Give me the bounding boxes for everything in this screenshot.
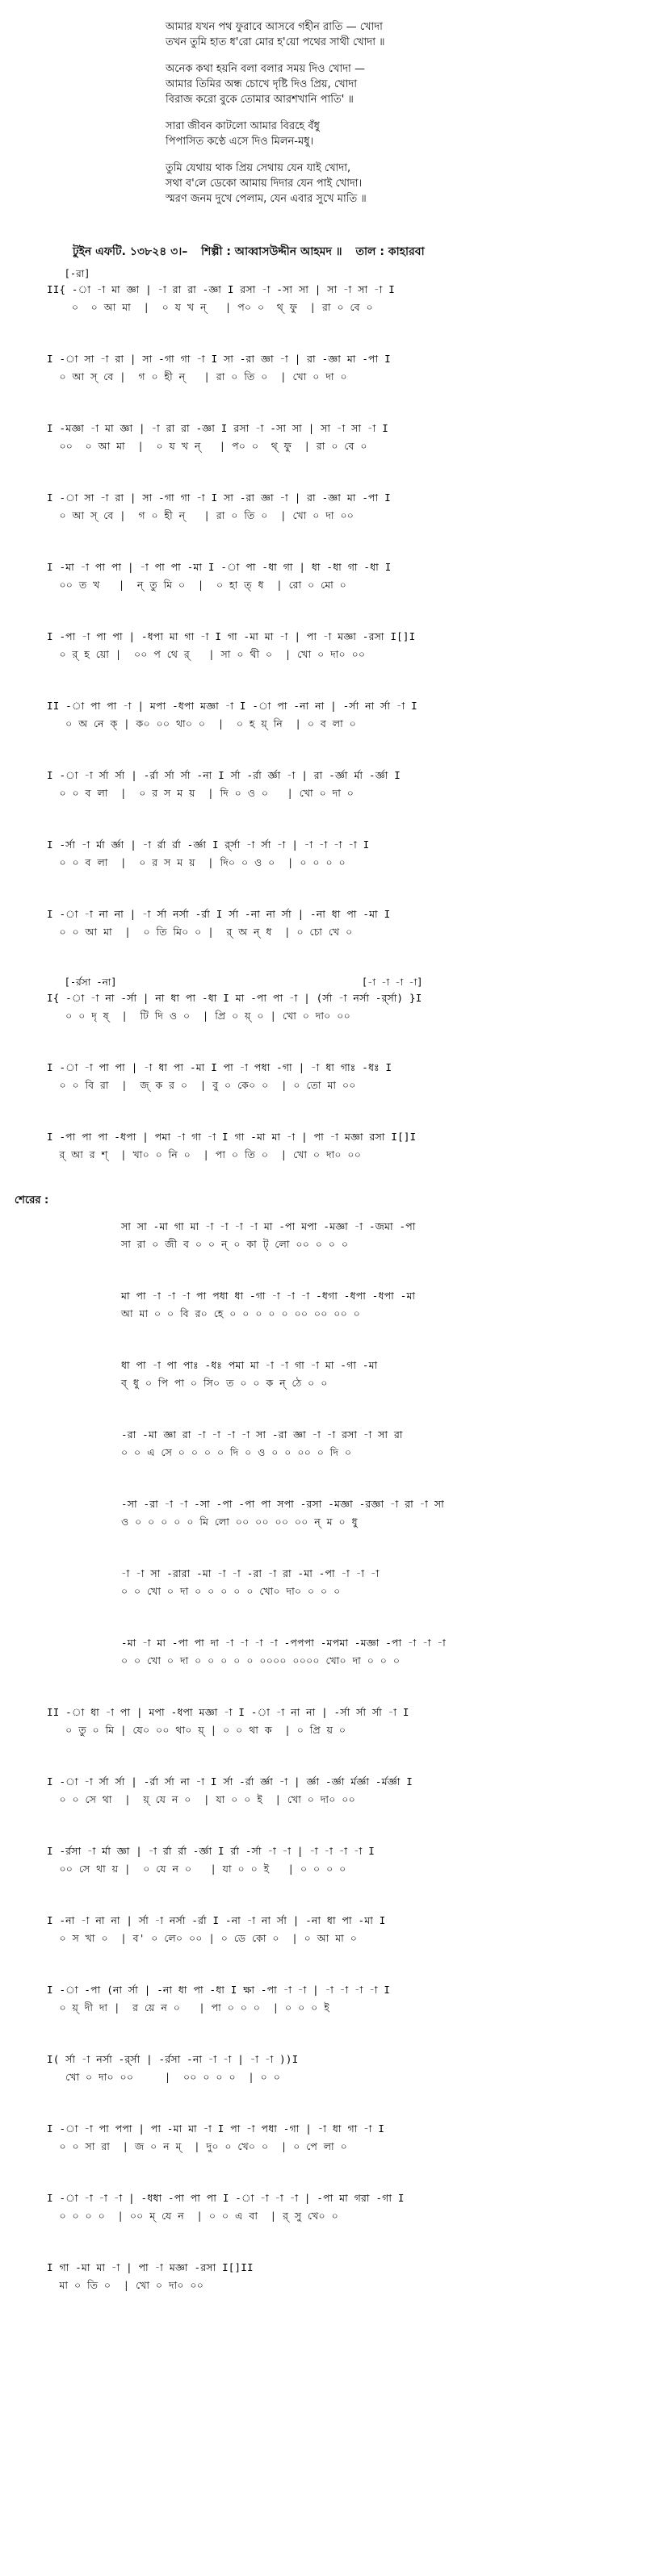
notation-row bbox=[47, 836, 612, 872]
notation-row bbox=[47, 1128, 612, 1164]
lyrics-stanza-3 bbox=[166, 119, 585, 149]
bani-line: ০ ০ আ মা | ০ য খ ন্ | প০ ০ থ্ ফু | রা ০ বে ০ bbox=[47, 301, 373, 313]
bani-line: ব্ ধু ০ পি পা ০ সি০ ত ০ ০ ক ন্ ঠে ০ ০ bbox=[121, 1377, 328, 1389]
lyrics-stanza-1 bbox=[166, 19, 585, 50]
bani-line: ও ০ ০ ০ ০ ০ মি লো ০০ ০০ ০০ ০০ ন্ ম ০ ধু bbox=[121, 1516, 358, 1528]
bani-line: ০ য়্ দী দা | র য়ে ন ০ | পা ০ ০ ০ | ০ ০ ০ ই bbox=[47, 2001, 329, 2014]
notation-row bbox=[47, 1059, 612, 1094]
lyrics-line: পিপাসিত কণ্ঠে এসে দিও মিলন-মধু। bbox=[166, 136, 314, 148]
record-number: টুইন এফটি. ১৩৮২৪ ৩।– bbox=[73, 245, 188, 258]
bani-line: র্ আ র শ্ | খা০ ০ নি ০ | পা ০ তি ০ | খো ০ দা০ ০০ bbox=[47, 1148, 362, 1160]
notation-row bbox=[47, 1704, 612, 1739]
bani-line: ০০ ত খ | ন্ তু মি ০ | ০ হা ত্ ধ | রো ০ মো ০ bbox=[47, 579, 347, 591]
lyrics-stanza-2 bbox=[166, 61, 585, 107]
bani-line: ০ ০ খো ০ দা ০ ০ ০ ০ ০ খো০ দা০ ০ ০ ০ bbox=[121, 1585, 341, 1597]
swara-line: মা পা -া -া -া পা পধা ধা -গা -া -া -া -ধগা -ধপা -ধপা -মা bbox=[121, 1290, 416, 1302]
lyrics-block bbox=[166, 19, 585, 218]
swara-line: I -না -া না না | র্সা -া নর্সা -র্রা I -না -া না র্সা | -না ধা পা -মা I bbox=[47, 1914, 386, 1926]
bani-line: ০ অ নে ক্ | ক০ ০০ থা০ ০ | ০ হ য়্ নি | ০ ব লা ০ bbox=[47, 717, 356, 730]
sheror-row bbox=[121, 1426, 646, 1462]
lyrics-line: বিরাজ করো বুকে তোমার আরশখানি পাতি' ॥ bbox=[166, 94, 354, 106]
bani-line: ০ তু ০ মি | যে০ ০০ থা০ য়্ | ০ ০ থা ক | ০ প্রি য় ০ bbox=[47, 1724, 346, 1736]
record-meta-line bbox=[73, 242, 573, 261]
swara-line: I -া -া র্সা র্সা | -র্রা র্সা না -া I র্সা -র্রা র্জ্ঞা -া | র্জ্ঞা -র্জ্ঞা র্মর্জ্ঞা -র্মর্জ্ঞা I bbox=[47, 1775, 413, 1788]
notation-row bbox=[47, 1773, 612, 1809]
sheror-row bbox=[121, 1218, 646, 1253]
bani-line: খো ০ দা০ ০০ | ০০ ০ ০ ০ | ০ ০ bbox=[47, 2071, 281, 2083]
bani-line: ০ ০ এ সে ০ ০ ০ ০ দি ০ ও ০ ০ ০০ ০ দি ০ bbox=[121, 1446, 352, 1458]
bani-line: ০ ০ সে থা | য়্ যে ন ০ | যা ০ ০ ই | খো ০ দা০ ০০ bbox=[47, 1793, 355, 1805]
bani-line: ০ আ স্ বে | গ ০ হী ন্ | রা ০ তি ০ | খো ০ দা ০০ bbox=[47, 509, 354, 521]
swara-line: -া -া সা -রারা -মা -া -া -রা -া রা -মা -পা -া -া -া bbox=[121, 1567, 380, 1579]
notation-row bbox=[47, 697, 612, 733]
notation-row bbox=[47, 2120, 612, 2156]
bani-line: ০ র্ হ য়ো | ০০ প থে র্ | সা ০ থী ০ | খো ০ দা০ ০০ bbox=[47, 648, 366, 660]
sheror-row bbox=[121, 1565, 646, 1600]
notation-row bbox=[47, 2259, 612, 2294]
swara-line: -রা -মা জ্ঞা রা -া -া -া -া সা -রা জ্ঞা -া -া রসা -া সা রা bbox=[121, 1428, 403, 1441]
swara-line: I -মজ্ঞা -া মা জ্ঞা | -া রা রা -জ্ঞা I রসা -া -সা সা | সা -া সা -া I bbox=[47, 422, 388, 434]
notation-prefix: [-র্রসা -না] [-া -া -া -া] bbox=[47, 976, 423, 988]
swara-line: I( র্সা -া নর্সা -র্র্সা | -র্রসা -না -া -া | -া -া ))I bbox=[47, 2053, 299, 2065]
bani-line: ০ ০ আ মা | ০ তি মি০ ০ | র্ অ ন্ ধ | ০ চো খে ০ bbox=[47, 926, 353, 938]
bani-line: ০ ০ ০ ০ | ০০ ম্ যে ন | ০ ০ এ বা | র্ সু খে০ ০ bbox=[47, 2210, 338, 2222]
swara-line: I -র্সা -া র্মা র্জ্ঞা | -া র্রা র্রা -র্জ্ঞা I র্র্সা -া র্সা -া | -া -া -া -া I bbox=[47, 838, 370, 851]
sheror-row bbox=[121, 1634, 646, 1670]
notation-row bbox=[47, 558, 612, 594]
notation-row bbox=[47, 1981, 612, 2017]
swara-line: II -া পা পা -া | মপা -ধপা মজ্ঞা -া I -া পা -না না | -র্সা না র্সা -া I bbox=[47, 700, 417, 712]
swara-line: I -পা পা পা -ধপা | পমা -া গা -া I গা -মা মা -া | পা -া মজ্ঞা রসা I[]I bbox=[47, 1131, 417, 1143]
sheror-row bbox=[121, 1287, 646, 1323]
bani-line: ০ ০ ব লা | ০ র স ম য় | দি ০ ও ০ | খো ০ দা ০ bbox=[47, 787, 354, 799]
notation-row bbox=[47, 1912, 612, 1947]
notation-prefix: [-রা] bbox=[47, 268, 90, 279]
notation-row bbox=[47, 420, 612, 455]
swara-line: I -া -া -া -া | -ধধা -পা পা পা I -া -া -া -া | -পা মা গরা -গা I bbox=[47, 2192, 405, 2204]
lyrics-line: আমার যখন পথ ফুরাবে আসবে গহীন রাতি — খোদা bbox=[166, 21, 383, 33]
lyrics-stanza-4 bbox=[166, 161, 585, 207]
notation-row bbox=[47, 628, 612, 663]
bani-line: ০ ০ সা রা | জ ০ ন ম্ | দু০ ০ খে০ ০ | ০ পে লা ০ bbox=[47, 2140, 347, 2152]
swara-line: I -া সা -া রা | সা -গা গা -া I সা -রা জ্ঞা -া | রা -জ্ঞা মা -পা I bbox=[47, 491, 391, 504]
notation-row bbox=[47, 350, 612, 386]
swara-line: I -র্রসা -া র্মা জ্ঞা | -া র্রা র্রা -র্জ্ঞা I র্রা -র্সা -া -া | -া -া -া -া I bbox=[47, 1845, 375, 1857]
swara-line: II{ -া -া মা জ্ঞা | -া রা রা -জ্ঞা I রসা -া -সা সা | সা -া সা -া I bbox=[47, 283, 395, 295]
lyrics-line: অনেক কথা হয়নি বলা বলার সময় দিও খোদা — bbox=[166, 63, 365, 75]
bani-line: ০ ০ দৃ ষ্ | টি দি ও ০ | প্রি ০ য়্ ০ | খো ০ দা০ ০০ bbox=[47, 1010, 350, 1022]
bani-line: আ মা ০ ০ বি র০ হে ০ ০ ০ ০ ০ ০০ ০০ ০০ ০ bbox=[121, 1307, 360, 1319]
notation-row bbox=[47, 489, 612, 525]
swara-line: -সা -রা -া -া -সা -পা -পা পা সপা -রসা -মজ্ঞা -রজ্ঞা -া রা -া সা bbox=[121, 1498, 444, 1510]
notation-row bbox=[47, 2189, 612, 2225]
swara-line: I -া সা -া রা | সা -গা গা -া I সা -রা জ্ঞা -া | রা -জ্ঞা মা -পা I bbox=[47, 353, 391, 365]
lyrics-line: আমার তিমির অন্ধ চোখে দৃষ্টি দিও প্রিয়, খোদা bbox=[166, 78, 358, 90]
tala-label: তাল : কাহারবা bbox=[355, 245, 425, 258]
notation-row bbox=[47, 975, 612, 1025]
artist-credit: শিল্পী : আব্বাসউদ্দীন আহমদ ॥ bbox=[201, 245, 342, 258]
lyrics-line: স্মরণ জনম দুখে পেলাম, যেন এবার সুখে মাতি ॥ bbox=[166, 193, 367, 205]
lyrics-line: সথা ব'লে ডেকো আমায় দিদার যেন পাই খোদা। bbox=[166, 178, 363, 190]
swara-line: I -া -া র্সা র্সা | -র্রা র্সা র্সা -না I র্সা -র্রা র্জ্ঞা -া | রা -র্জ্ঞা র্মা -র্জ্ঞা I bbox=[47, 769, 401, 781]
sheror-row bbox=[121, 1495, 646, 1531]
swara-line: I -পা -া পা পা | -ধপা মা গা -া I গা -মা মা -া | পা -া মজ্ঞা -রসা I[]I bbox=[47, 630, 416, 642]
lyrics-line: সারা জীবন কাটলো আমার বিরহে বঁধু bbox=[166, 120, 320, 132]
bani-line: ০০ সে থা য় | ০ যে ন ০ | যা ০ ০ ই | ০ ০ ০ ০ bbox=[47, 1863, 346, 1875]
bani-line: ০ আ স্ বে | গ ০ হী ন্ | রা ০ তি ০ | খো ০ দা ০ bbox=[47, 370, 347, 383]
swara-line: I{ -া -া না -র্সা | না ধা পা -ধা I মা -পা পা -া | (র্সা -া নর্সা -র্র্সা) }I bbox=[47, 992, 422, 1004]
notation-row bbox=[47, 2051, 612, 2086]
bani-line: ০ ০ ব লা | ০ র স ম য় | দি০ ০ ও ০ | ০ ০ ০ ০ bbox=[47, 856, 346, 868]
bani-line: ০০ ০ আ মা | ০ য খ ন্ | প০ ০ থ্ ফু | রা ০ বে ০ bbox=[47, 440, 367, 452]
swara-line: I -া -পা (না র্সা | -না ধা পা -ধা I ক্ষা -পা -া -া | -া -া -া -া I bbox=[47, 1984, 391, 1996]
sheror-label: শেরের : bbox=[15, 1194, 49, 1206]
lyrics-line: তখন তুমি হাত ধ'রো মোর হ'য়ো পথের সাথী খোদা ॥ bbox=[166, 36, 385, 48]
swara-line: I গা -মা মা -া | পা -া মজ্ঞা -রসা I[]II bbox=[47, 2261, 254, 2273]
sheror-row bbox=[121, 1357, 646, 1392]
swara-line: II -া ধা -া পা | মপা -ধপা মজ্ঞা -া I -া -া না না | -র্সা র্সা র্সা -া I bbox=[47, 1706, 409, 1718]
bani-line: ০ ০ বি রা | জ্ ক র ০ | বু ০ কে০ ০ | ০ তো মা ০০ bbox=[47, 1079, 356, 1091]
bani-line: ০ ০ খো ০ দা ০ ০ ০ ০ ০ ০০০০ ০০০০ খো০ দা ০ ০ ০ bbox=[121, 1654, 401, 1666]
swara-line: ধা পা -া পা পাঃ -ধঃ পমা মা -া -া গা -া মা -গা -মা bbox=[121, 1359, 378, 1371]
notation-row bbox=[47, 1842, 612, 1878]
bani-line: মা ০ তি ০ | খো ০ দা০ ০০ bbox=[47, 2279, 204, 2291]
swara-line: সা সা -মা গা মা -া -া -া -া মা -পা মপা -মজ্ঞা -া -জমা -পা bbox=[121, 1220, 416, 1232]
lyrics-line: তুমি যেথায় থাক প্রিয় সেথায় যেন যাই খোদা, bbox=[166, 162, 351, 174]
notation-body bbox=[0, 266, 646, 2328]
notation-row bbox=[47, 266, 612, 316]
swara-line: -মা -া মা -পা পা দা -া -া -া -া -পপপা -মপমা -মজ্ঞা -পা -া -া -া bbox=[121, 1637, 446, 1649]
bani-line: সা রা ০ জী ব ০ ০ ন্ ০ কা ট্ লো ০০ ০ ০ ০ bbox=[121, 1238, 349, 1250]
notation-row bbox=[47, 905, 612, 941]
swara-line: I -মা -া পা পা | -া পা পা -মা I -া পা -ধা গা | ধা -ধা গা -ধা I bbox=[47, 561, 392, 573]
swara-line: I -া -া না না | -া র্সা নর্সা -র্রা I র্সা -না না র্সা | -না ধা পা -মা I bbox=[47, 908, 391, 920]
notation-row bbox=[47, 767, 612, 802]
bani-line: ০ স খা ০ | ব' ০ লে০ ০০ | ০ ডে কো ০ | ০ আ মা ০ bbox=[47, 1932, 358, 1944]
swara-line: I -া -া পা পপা | পা -মা মা -া I পা -া পধা -গা | -া ধা গা -া I bbox=[47, 2122, 385, 2135]
swara-line: I -া -া পা পা | -া ধা পা -মা I পা -া পধা -গা | -া ধা গাঃ -ধঃ I bbox=[47, 1061, 392, 1073]
